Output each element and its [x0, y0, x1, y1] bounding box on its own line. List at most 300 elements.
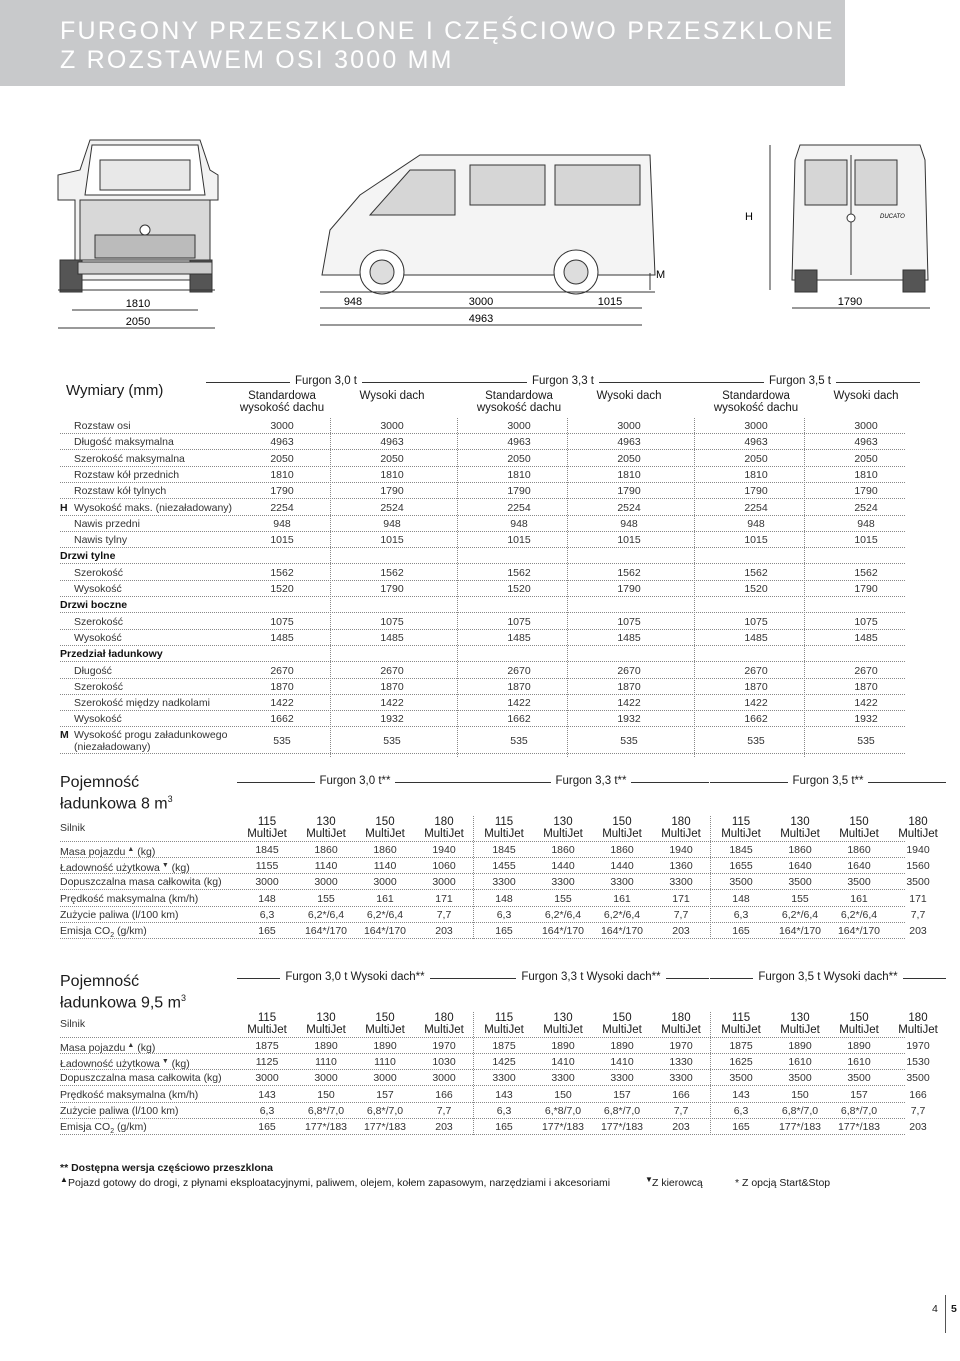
value-cell: 150 [554, 1088, 572, 1101]
group-label: Furgon 3,5 t [764, 375, 836, 387]
value-cell: 166 [672, 1088, 690, 1101]
dimension-row [60, 711, 905, 727]
value-cell: 165 [732, 1121, 750, 1133]
unit: (kg) [168, 1058, 190, 1071]
row-label: Wysokość [74, 583, 122, 595]
engine-type: MultiJet [247, 828, 287, 840]
h-marker-label: H [745, 211, 753, 223]
footnotes [60, 1162, 905, 1191]
footnote-driver: Z kierowcą [652, 1177, 703, 1189]
value-cell: 1810 [270, 468, 294, 481]
value-cell: 3300 [669, 1072, 693, 1085]
value-cell: 1030 [432, 1056, 456, 1069]
row-label: Długość maksymalna [74, 436, 174, 449]
value-cell: 1790 [380, 485, 404, 498]
value-cell: 3000 [270, 420, 294, 432]
value-cell: 1640 [788, 860, 812, 873]
dimension-row [60, 467, 905, 483]
value-cell: 164*/170 [363, 925, 407, 937]
value-cell: 1940 [669, 844, 693, 856]
label-text: Masa pojazdu [60, 846, 126, 858]
value-cell: 3300 [551, 876, 575, 889]
value-cell: 1790 [380, 583, 404, 595]
value-cell: 1485 [507, 631, 531, 644]
value-cell: 1015 [744, 534, 768, 547]
value-cell: 1875 [255, 1040, 279, 1052]
value-cell: 1870 [380, 680, 404, 693]
row-label [60, 891, 198, 907]
value-cell: 1932 [617, 713, 641, 726]
page-number-right: 5 [951, 1303, 957, 1315]
value-cell: 6,*8/7,0 [544, 1104, 582, 1117]
value-cell: 1075 [507, 615, 531, 628]
value-cell: 3500 [906, 876, 930, 889]
value-cell: 6,3 [259, 1104, 275, 1117]
label-text: Dopuszczalna masa całkowita (kg) [60, 876, 222, 889]
value-cell: 7,7 [910, 908, 926, 921]
value-cell: 2524 [854, 501, 878, 514]
value-cell: 1890 [373, 1040, 397, 1052]
value-cell: 1810 [617, 468, 641, 481]
engine-power: 150 [612, 1012, 632, 1024]
value-cell: 1562 [507, 566, 531, 579]
row-label: Nawis przedni [74, 517, 140, 530]
value-cell: 1790 [854, 583, 878, 595]
value-cell: 2254 [270, 501, 294, 514]
engine-header [829, 1012, 889, 1036]
engine-header [296, 1012, 356, 1036]
value-cell: 177*/183 [363, 1121, 407, 1133]
row-label [60, 1087, 198, 1103]
engine-header [888, 1012, 948, 1036]
value-cell: 3000 [432, 876, 456, 889]
dimensions-title: Wymiary (mm) [66, 382, 164, 399]
group-label: Furgon 3,3 t [527, 375, 599, 387]
label-text: Prędkość maksymalna (km/h) [60, 892, 199, 905]
page-title-line-2: Z ROZSTAWEM OSI 3000 MM [60, 46, 454, 74]
value-cell: 1140 [314, 860, 338, 873]
value-cell: 4963 [854, 436, 878, 449]
value-cell: 4963 [617, 436, 641, 449]
value-cell: 1360 [669, 860, 693, 873]
group-label: Furgon 3,3 t** [551, 775, 632, 787]
engine-power: 115 [494, 1012, 514, 1024]
engine-type: MultiJet [424, 1024, 464, 1036]
engine-header [651, 816, 711, 840]
value-cell: 1560 [906, 860, 930, 873]
value-cell: 3000 [507, 420, 531, 432]
engine-power: 180 [671, 1012, 691, 1024]
value-cell: 1562 [270, 566, 294, 579]
engine-type: MultiJet [839, 828, 879, 840]
value-cell: 3500 [847, 876, 871, 889]
subgroup-header: Wysoki dach [596, 390, 662, 402]
engine-header [533, 1012, 593, 1036]
engine-row-label: Silnik [60, 822, 86, 834]
engine-type: MultiJet [898, 1024, 938, 1036]
group-header [710, 775, 946, 787]
value-cell: 3500 [729, 876, 753, 889]
value-cell: 1410 [551, 1056, 575, 1069]
column-divider [473, 1012, 474, 1135]
unit: (g/km) [114, 1121, 147, 1133]
value-cell: 1520 [270, 583, 294, 595]
value-cell: 165 [495, 1121, 513, 1133]
column-divider [473, 816, 474, 939]
column-divider [567, 418, 568, 757]
group-label: Furgon 3,0 t Wysoki dach** [280, 971, 429, 983]
rear-track-label: 1790 [837, 296, 863, 308]
value-cell: 1810 [744, 468, 768, 481]
row-label: Wysokość [74, 713, 122, 726]
engine-type: MultiJet [484, 828, 524, 840]
value-cell: 155 [554, 892, 572, 905]
value-cell: 1790 [744, 485, 768, 498]
value-cell: 1440 [551, 860, 575, 873]
value-cell: 1485 [854, 631, 878, 644]
value-cell: 535 [273, 734, 291, 747]
value-cell: 166 [909, 1088, 927, 1101]
row-label-2: (niezaładowany) [74, 740, 151, 753]
engine-header [474, 1012, 534, 1036]
engine-type: MultiJet [424, 828, 464, 840]
value-cell: 1870 [270, 680, 294, 693]
engine-header [237, 816, 297, 840]
engine-type: MultiJet [306, 828, 346, 840]
engine-power: 130 [553, 1012, 573, 1024]
value-cell: 6,8*/7,0 [603, 1104, 641, 1117]
value-cell: 1562 [854, 566, 878, 579]
row-label: Wysokość maks. (niezaładowany) [74, 501, 233, 514]
value-cell: 164*/170 [778, 925, 822, 937]
engine-header [414, 1012, 474, 1036]
value-cell: 3300 [492, 876, 516, 889]
dimension-row [60, 597, 905, 613]
value-cell: 165 [732, 925, 750, 937]
value-cell: 3500 [847, 1072, 871, 1085]
value-cell: 4963 [380, 436, 404, 449]
value-cell: 1610 [847, 1056, 871, 1069]
value-cell: 1890 [551, 1040, 575, 1052]
engine-type: MultiJet [365, 828, 405, 840]
value-cell: 1890 [610, 1040, 634, 1052]
value-cell: 2670 [270, 664, 294, 677]
footnote-legend: ▲ Pojazd gotowy do drogi, z płynami eksploatacyjnymi, paliwem, olejem, kołem zapasowym, narzędziami i akcesoriami ▼ Z kierowcą * Z opcją Start&Stop [60, 1175, 831, 1189]
engine-power: 150 [849, 816, 869, 828]
value-cell: 6,8*/7,0 [840, 1104, 878, 1117]
group-header [237, 971, 473, 983]
value-cell: 1422 [507, 697, 531, 710]
engine-power: 150 [375, 1012, 395, 1024]
engine-type: MultiJet [484, 1024, 524, 1036]
value-cell: 161 [850, 892, 868, 905]
spec-row [60, 842, 930, 858]
engine-power: 130 [790, 1012, 810, 1024]
value-cell: 535 [747, 734, 765, 747]
value-cell: 1520 [507, 583, 531, 595]
row-label [60, 1103, 178, 1119]
label-text: Ładowność użytkowa [60, 862, 160, 875]
engine-type: MultiJet [721, 828, 761, 840]
group-header [473, 971, 709, 983]
engine-type: MultiJet [661, 828, 701, 840]
value-cell: 2670 [744, 664, 768, 677]
capacity-9-5-table [60, 968, 938, 1138]
value-cell: 1455 [492, 860, 516, 873]
value-cell: 3000 [432, 1072, 456, 1085]
value-cell: 1485 [270, 631, 294, 644]
row-label: Wysokość progu załadunkowego [74, 728, 228, 741]
value-cell: 203 [435, 925, 453, 937]
engine-header [770, 1012, 830, 1036]
value-cell: 948 [620, 517, 638, 530]
page-divider [945, 1295, 946, 1333]
section-heading: Przedział ładunkowy [60, 648, 163, 661]
value-cell: 166 [435, 1088, 453, 1101]
dimension-row [60, 581, 905, 597]
value-cell: 157 [613, 1088, 631, 1101]
value-cell: 2670 [854, 664, 878, 677]
value-cell: 2050 [854, 452, 878, 465]
row-marker: M [60, 728, 69, 741]
front-view-drawing [58, 140, 218, 292]
dimension-row [60, 532, 905, 548]
value-cell: 6,3 [259, 908, 275, 921]
label-text: Prędkość maksymalna (km/h) [60, 1088, 199, 1101]
value-cell: 1562 [617, 566, 641, 579]
dimension-row [60, 483, 905, 499]
value-cell: 1075 [617, 615, 641, 628]
value-cell: 1485 [744, 631, 768, 644]
engine-type: MultiJet [543, 1024, 583, 1036]
engine-type: MultiJet [839, 1024, 879, 1036]
value-cell: 4963 [507, 436, 531, 449]
unit: (kg) [134, 846, 156, 858]
row-label [60, 907, 178, 923]
value-cell: 1845 [729, 844, 753, 856]
spec-row [60, 891, 927, 907]
value-cell: 203 [909, 1121, 927, 1133]
value-cell: 3300 [492, 1072, 516, 1085]
row-label [60, 874, 222, 890]
row-label [60, 1119, 147, 1140]
value-cell: 3000 [854, 420, 878, 432]
value-cell: 161 [376, 892, 394, 905]
value-cell: 6,8*/7,0 [781, 1104, 819, 1117]
engine-power: 150 [612, 816, 632, 828]
value-cell: 1940 [432, 844, 456, 856]
value-cell: 948 [747, 517, 765, 530]
value-cell: 948 [510, 517, 528, 530]
value-cell: 6,2*/6,4 [544, 908, 582, 921]
value-cell: 535 [857, 734, 875, 747]
group-header [680, 375, 920, 387]
dimension-row [60, 516, 905, 532]
value-cell: 2050 [744, 452, 768, 465]
value-cell: 1485 [617, 631, 641, 644]
value-cell: 6,2*/6,4 [840, 908, 878, 921]
value-cell: 171 [672, 892, 690, 905]
subscript: 2 [110, 1128, 115, 1136]
engine-power: 130 [316, 816, 336, 828]
value-cell: 4963 [744, 436, 768, 449]
spec-row [60, 1119, 927, 1136]
group-header [237, 775, 473, 787]
value-cell: 948 [383, 517, 401, 530]
row-label: Nawis tylny [74, 534, 128, 547]
engine-type: MultiJet [602, 828, 642, 840]
engine-type: MultiJet [306, 1024, 346, 1036]
value-cell: 948 [273, 517, 291, 530]
rear-overhang-label: 1015 [597, 296, 623, 308]
value-cell: 1422 [380, 697, 404, 710]
engine-header [533, 816, 593, 840]
value-cell: 3000 [314, 1072, 338, 1085]
group-header [710, 971, 946, 983]
row-label: Szerokość maksymalna [74, 452, 185, 465]
value-cell: 1422 [854, 697, 878, 710]
value-cell: 1970 [906, 1040, 930, 1052]
footnote-start-stop: * Z opcją Start&Stop [735, 1177, 831, 1189]
value-cell: 143 [258, 1088, 276, 1101]
value-cell: 1790 [617, 485, 641, 498]
engine-power: 180 [908, 1012, 928, 1024]
value-cell: 1530 [906, 1056, 930, 1069]
engine-header [592, 816, 652, 840]
value-cell: 177*/183 [304, 1121, 348, 1133]
value-cell: 1890 [788, 1040, 812, 1052]
value-cell: 1410 [610, 1056, 634, 1069]
engine-header [296, 816, 356, 840]
value-cell: 1015 [270, 534, 294, 547]
dimension-row [60, 646, 905, 662]
engine-type: MultiJet [661, 1024, 701, 1036]
value-cell: 1790 [507, 485, 531, 498]
value-cell: 1870 [854, 680, 878, 693]
group-label: Furgon 3,5 t** [788, 775, 869, 787]
spec-row [60, 874, 930, 890]
value-cell: 6,3 [496, 908, 512, 921]
value-cell: 164*/170 [600, 925, 644, 937]
value-cell: 1422 [744, 697, 768, 710]
value-cell: 1875 [729, 1040, 753, 1052]
side-view-drawing [322, 155, 655, 294]
value-cell: 1870 [507, 680, 531, 693]
column-divider [457, 418, 458, 757]
value-cell: 2524 [380, 501, 404, 514]
value-cell: 6,3 [733, 908, 749, 921]
column-divider [710, 1012, 711, 1135]
engine-type: MultiJet [780, 828, 820, 840]
label-text: Zużycie paliwa (l/100 km) [60, 1104, 179, 1117]
value-cell: 1655 [729, 860, 753, 873]
value-cell: 1845 [492, 844, 516, 856]
value-cell: 1110 [315, 1056, 337, 1069]
value-cell: 3000 [255, 876, 279, 889]
value-cell: 1015 [507, 534, 531, 547]
value-cell: 1810 [507, 468, 531, 481]
column-divider [330, 418, 331, 757]
value-cell: 4963 [270, 436, 294, 449]
value-cell: 6,3 [496, 1104, 512, 1117]
value-cell: 2670 [507, 664, 531, 677]
front-width-label: 2050 [125, 316, 151, 328]
value-cell: 2524 [617, 501, 641, 514]
value-cell: 164*/170 [304, 925, 348, 937]
value-cell: 6,8*/7,0 [307, 1104, 345, 1117]
spec-row [60, 1103, 926, 1119]
subgroup-header: Wysoki dach [833, 390, 899, 402]
label-text: Emisja CO [60, 1121, 111, 1133]
value-cell: 164*/170 [837, 925, 881, 937]
value-cell: 1610 [788, 1056, 812, 1069]
row-label: Długość [74, 664, 112, 677]
subgroup-header: Standardowa wysokość dachu [713, 390, 799, 414]
page-number-left: 4 [932, 1303, 938, 1315]
value-cell: 1155 [255, 860, 279, 873]
label-text: Masa pojazdu [60, 1042, 126, 1054]
dimension-row [60, 434, 905, 450]
value-cell: 1790 [854, 485, 878, 498]
value-cell: 165 [495, 925, 513, 937]
value-cell: 1860 [847, 844, 871, 856]
engine-header [355, 816, 415, 840]
value-cell: 2050 [270, 452, 294, 465]
capacity-9-5-title: Pojemność ładunkowa 9,5 $m^3$ [60, 973, 186, 1012]
value-cell: 6,3 [733, 1104, 749, 1117]
value-cell: 155 [791, 892, 809, 905]
value-cell: 3300 [610, 1072, 634, 1085]
value-cell: 1810 [854, 468, 878, 481]
value-cell: 1075 [270, 615, 294, 628]
dimension-row [60, 451, 905, 467]
value-cell: 1015 [617, 534, 641, 547]
engine-type: MultiJet [247, 1024, 287, 1036]
value-cell: 1662 [507, 713, 531, 726]
engine-header [237, 1012, 297, 1036]
value-cell: 150 [317, 1088, 335, 1101]
value-cell: 1562 [380, 566, 404, 579]
spec-row [60, 1054, 930, 1071]
value-cell: 3300 [610, 876, 634, 889]
value-cell: 203 [435, 1121, 453, 1133]
value-cell: 7,7 [673, 1104, 689, 1117]
dimension-row [60, 565, 905, 581]
value-cell: 6,8*/7,0 [366, 1104, 404, 1117]
row-marker: H [60, 501, 68, 514]
value-cell: 1810 [380, 468, 404, 481]
engine-type: MultiJet [543, 828, 583, 840]
value-cell: 3500 [729, 1072, 753, 1085]
front-track-label: 1810 [125, 298, 151, 310]
column-divider [710, 816, 711, 939]
dimension-row [60, 500, 905, 516]
engine-power: 130 [553, 816, 573, 828]
value-cell: 177*/183 [541, 1121, 585, 1133]
value-cell: 3500 [788, 1072, 812, 1085]
group-label: Furgon 3,5 t Wysoki dach** [753, 971, 902, 983]
value-cell: 3300 [551, 1072, 575, 1085]
engine-type: MultiJet [602, 1024, 642, 1036]
value-cell: 1870 [744, 680, 768, 693]
value-cell: 1015 [380, 534, 404, 547]
value-cell: 535 [620, 734, 638, 747]
value-cell: 1970 [669, 1040, 693, 1052]
engine-header [770, 816, 830, 840]
value-cell: 165 [258, 925, 276, 937]
page-title-line-1: FURGONY PRZESZKLONE I CZĘŚCIOWO PRZESZKLONE [60, 17, 835, 45]
vehicle-drawings [0, 100, 960, 345]
